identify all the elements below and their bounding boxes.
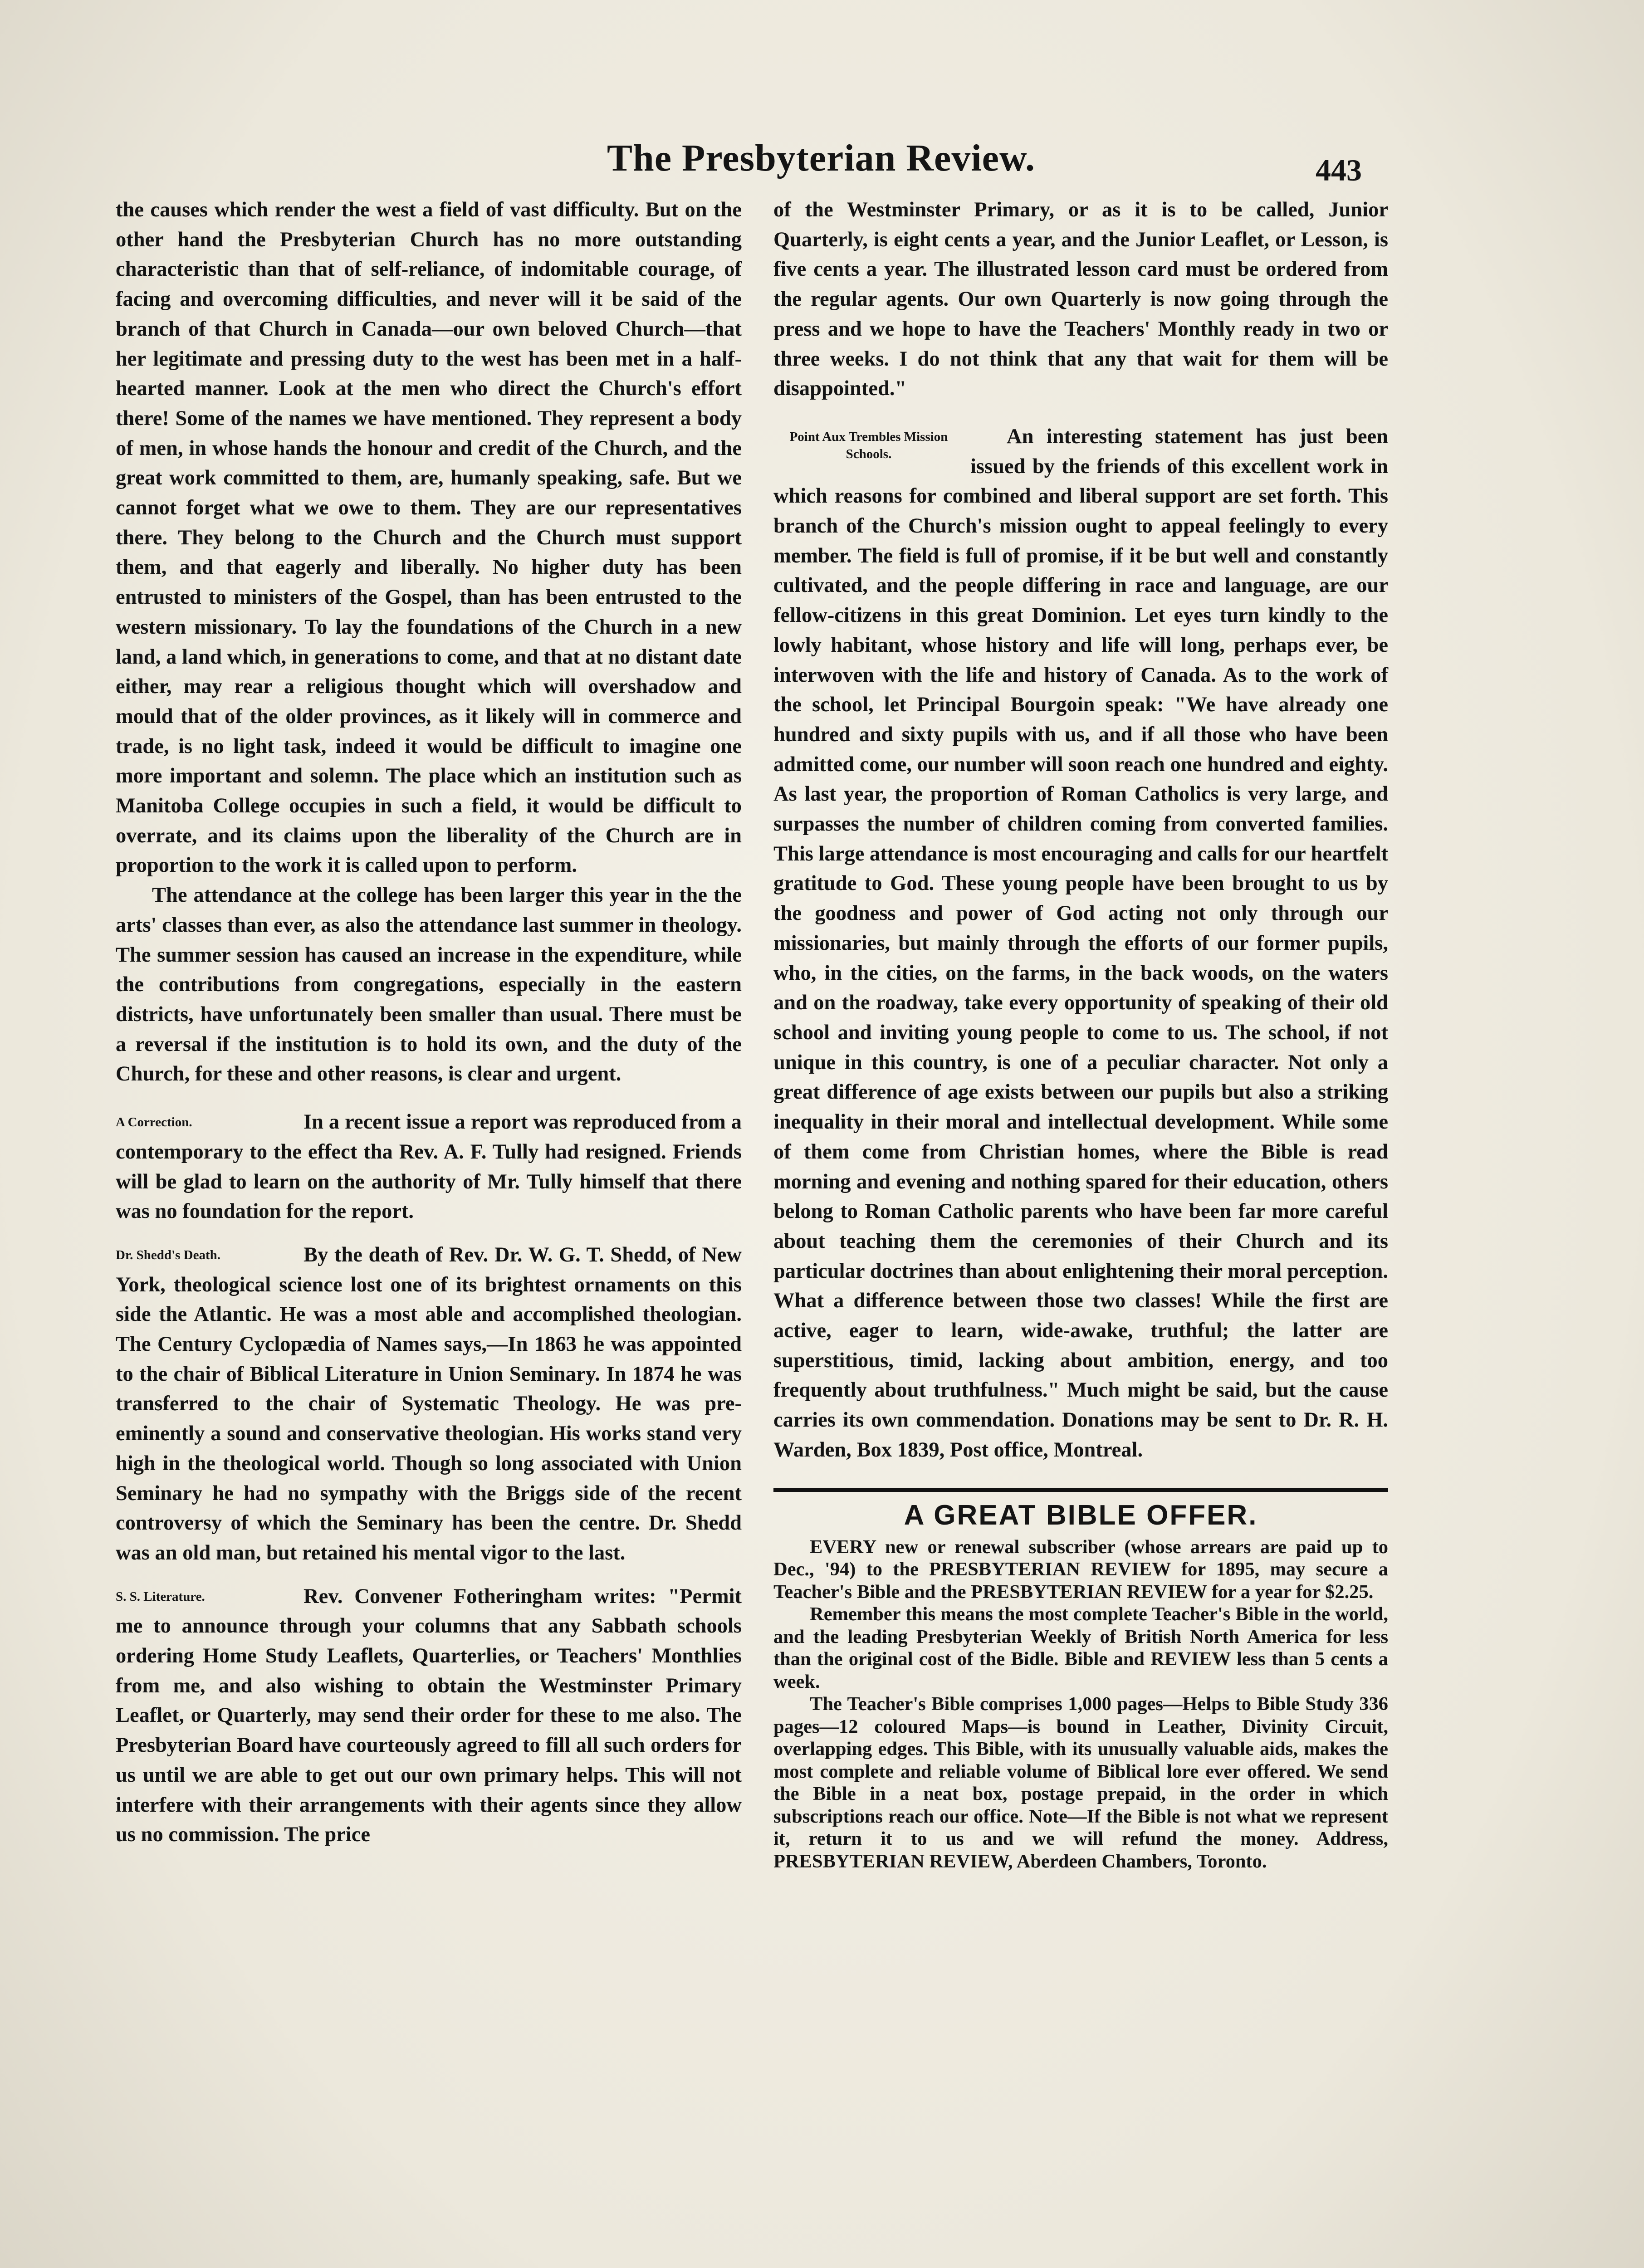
correction-section bbox=[116, 1107, 742, 1227]
shedd-sidehead: Dr. Shedd's Death. bbox=[116, 1247, 220, 1262]
westminster-primary-paragraph: of the Westminster Primary, or as it is to be called, Junior Quarterly, is eight cents a year, and the Junior Leaflet, or Lesson, is five cents a year. The illustrated lesson card must be ordered from the regular agents. Our own Quarterly is now going through the press and we hope to have the Teachers' Monthly ready in two or three weeks. I do not think that any that wait for them will be disappointed." bbox=[773, 198, 1388, 401]
college-attendance-paragraph: The attendance at the college has been larger this year in the the arts' classes than ever, as also the attendance last summer in theology. The summer session has caused an increase in the expenditure, while the contributions from congregations, especially in the eastern districts, have unfortunately been smaller than usual. There must be a reversal if the institution is to hold its own, and the duty of the Church, for these and other reasons, is clear and urgent. bbox=[116, 884, 742, 1086]
shedd-text: By the death of Rev. Dr. W. G. T. Shedd, of New York, theological science lost one of its brightest ornaments on this side the Atlantic. He was a most able and accomplished theologian. The Century Cyclopædia of Names says,—In 1863 he was appointed to the chair of Biblical Literature in Union Seminary. In 1874 he was transferred to the chair of Systematic Theology. He was pre-eminently a sound and conservative theologian. His works stand very high in the theological world. Though so long associated with Union Seminary he had no sympathy with the Briggs side of the recent controversy of which the Seminary has been the centre. Dr. Shedd was an old man, but retained his mental vigor to the last. bbox=[116, 1243, 742, 1564]
ss-literature-sidehead: S. S. Literature. bbox=[116, 1589, 205, 1604]
point-aux-trembles-sidehead: Point Aux Trembles Mission Schools. bbox=[789, 429, 948, 461]
bible-offer-paragraph-2: Remember this means the most complete Teacher's Bible in the world, and the leading Presbyterian Weekly of British North America for less than the original cost of the Bidle. Bible and REVIEW less than 5 cents a week. bbox=[773, 1603, 1388, 1692]
shedd-section bbox=[116, 1240, 742, 1568]
correction-sidehead: A Correction. bbox=[116, 1115, 192, 1130]
spacer bbox=[116, 1568, 742, 1582]
left-column bbox=[116, 195, 742, 1850]
masthead-title: The Presbyterian Review. bbox=[607, 137, 1035, 179]
ss-literature-section bbox=[116, 1582, 742, 1850]
page-number: 443 bbox=[1316, 153, 1362, 187]
bible-offer-paragraph-1: EVERY new or renewal subscriber (whose arrears are paid up to Dec., '94) to the PRESBYTERIAN REVIEW for 1895, may secure a Teacher's Bible and the PRESBYTERIAN REVIEW for a year for $2.25. bbox=[773, 1536, 1388, 1603]
right-column bbox=[773, 195, 1388, 1872]
spacer bbox=[773, 404, 1388, 422]
point-aux-trembles-text: An interesting statement has just been issued by the friends of this excellent work in which reasons for combined and liberal support are set forth. This branch of the Church's mission ought to appeal feelingly to every member. The field is full of promise, if it be but well and constantly cultivated, and the people differing in race and language, are our fellow-citizens in this great Dominion. Let eyes turn kindly to the lowly habitant, whose history and life will long, perhaps ever, be interwoven with the life and history of Canada. As to the work of the school, let Principal Bourgoin speak: "We have already one hundred and sixty pupils with us, and if all those who have been admitted come, our number will soon reach one hundred and eighty. As last year, the proportion of Roman Catholics is very large, and surpasses the number of children coming from converted families. This large attendance is most encouraging and calls for our heartfelt gratitude to God. These young people have been brought to us by the goodness and power of God acting not only through our missionaries, but mainly through the efforts of our former pupils, who, in the cities, on the farms, in the back woods, on the waters and on the roadway, take every opportunity of speaking of their old school and inviting young people to come to us. The school, if not unique in this country, is one of a peculiar character. Not only a great difference of age exists between our pupils but also a striking inequality in their moral and intellectual development. While some of them come from Christian homes, where the Bible is read morning and evening and nothing spared for their education, others belong to Roman Catholic parents who have been far more careful about teaching them the ceremonies of their Church and its particular doctrines than about enlightening their moral perception. What a difference between those two classes! While the first are active, eager to learn, wide-awake, truthful; the latter are superstitious, timid, lacking about ambition, energy, and too frequently about truthfulness." Much might be said, but the cause carries its own commendation. Donations may be sent to Dr. R. H. Warden, Box 1839, Post office, Montreal. bbox=[773, 425, 1388, 1461]
section-rule bbox=[773, 1488, 1388, 1492]
point-aux-trembles-section bbox=[773, 422, 1388, 1465]
west-mission-paragraph: the causes which render the west a field of vast difficulty. But on the other hand the Presbyterian Church has no more outstanding characteristic than that of self-reliance, of indomitable courage, of facing and overcoming difficulties, and never will it be said of the branch of that Church in Canada—our own beloved Church—that her legitimate and pressing duty to the west has been met in a half-hearted manner. Look at the men who direct the Church's effort there! Some of the names we have mentioned. They represent a body of men, in whose hands the honour and credit of the Church, and the great work committed to them, are, humanly speaking, safe. But we cannot forget what we owe to them. They are our representatives there. They belong to the Church and the Church must support them, and that eagerly and liberally. No higher duty has been entrusted to ministers of the Gospel, than has been entrusted to the western missionary. To lay the foundations of the Church in a new land, a land which, in generations to come, and that at no distant date either, may rear a religious thought which will overshadow and mould that of the older provinces, as it likely will in commerce and trade, is no light task, indeed it would be difficult to imagine one more important and solemn. The place which an institution such as Manitoba College occupies in such a field, it would be difficult to overrate, and its claims upon the liberality of the Church are in proportion to the work it is called upon to perform. bbox=[116, 198, 742, 877]
spacer bbox=[116, 1227, 742, 1240]
bible-offer-box bbox=[773, 1499, 1388, 1873]
spacer bbox=[116, 1089, 742, 1107]
bible-offer-paragraph-3: The Teacher's Bible comprises 1,000 pages—Helps to Bible Study 336 pages—12 coloured Maps—is bound in Leather, Divinity Circuit, overlapping edges. This Bible, with its unusually valuable aids, makes the most complete and reliable volume of Biblical lore ever offered. We send the Bible in a neat box, postage prepaid, in the order in which subscriptions reach our office. Note—If the Bible is not what we represent it, return it to us and we will refund the money. Address, PRESBYTERIAN REVIEW, Aberdeen Chambers, Toronto. bbox=[773, 1693, 1388, 1872]
ss-literature-text: Rev. Convener Fotheringham writes: "Permit me to announce through your columns that any Sabbath schools ordering Home Study Leaflets, Quarterlies, or Teachers' Monthlies from me, and also wishing to obtain the Westminster Primary Leaflet, or Quarterly, may send their order for these to me also. The Presbyterian Board have courteously agreed to fill all such orders for us until we are able to get out our own primary helps. This will not interfere with their arrangements with their agents since they allow us no commission. The price bbox=[116, 1584, 742, 1847]
correction-text: In a recent issue a report was reproduced from a contemporary to the effect tha Rev. A. F. Tully had resigned. Friends will be glad to learn on the authority of Mr. Tully himself that there was no foundation for the report. bbox=[116, 1110, 742, 1223]
bible-offer-heading: A GREAT BIBLE OFFER. bbox=[904, 1499, 1258, 1531]
